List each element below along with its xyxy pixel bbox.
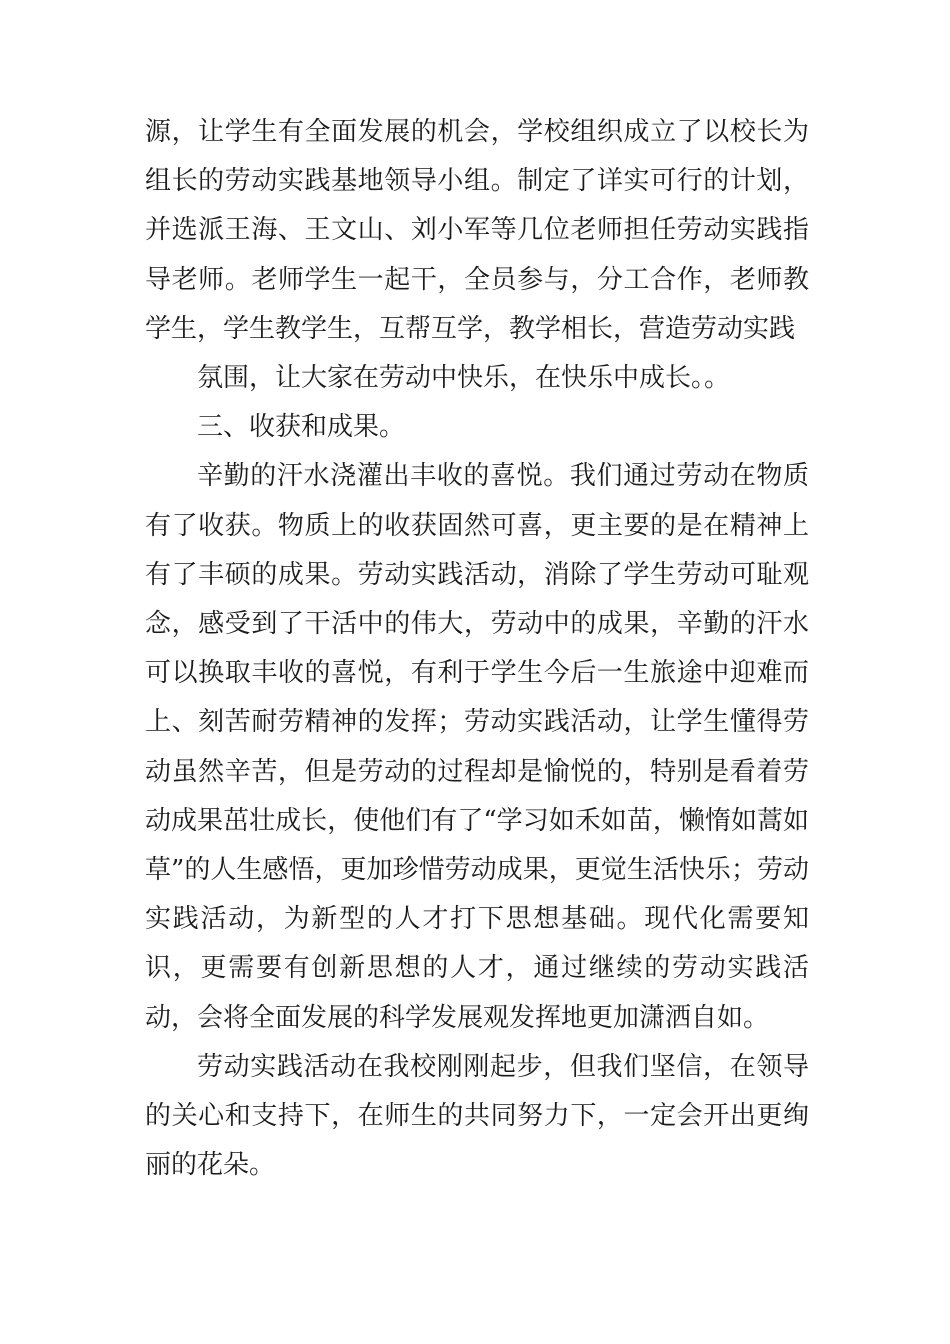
paragraph-continuation: 源，让学生有全面发展的机会，学校组织成立了以校长为组长的劳动实践基地领导小组。制定了详实可行的计划，并选派王海、王文山、刘小军等几位老师担任劳动实践指导老师。老师学生一起干，全员参与，分工合作，老师教学生，学生教学生，互帮互学，教学相长，营造劳动实践	[145, 117, 809, 344]
paragraph-results: 辛勤的汗水浇灌出丰收的喜悦。我们通过劳动在物质有了收获。物质上的收获固然可喜，更主要的是在精神上有了丰硕的成果。劳动实践活动，消除了学生劳动可耻观念，感受到了干活中的伟大，劳动中的成果，辛勤的汗水可以换取丰收的喜悦，有利于学生今后一生旅途中迎难而上、刻苦耐劳精神的发挥；劳动实践活动，让学生懂得劳动虽然辛苦，但是劳动的过程却是愉悦的，特别是看着劳动成果茁壮成长，使他们有了“学习如禾如苗，懒惰如蒿如草”的人生感悟，更加珍惜劳动成果，更觉生活快乐；劳动实践活动，为新型的人才打下思想基础。现代化需要知识，更需要有创新思想的人才，通过继续的劳动实践活动，会将全面发展的科学发展观发挥地更加潇洒自如。	[145, 461, 809, 1033]
paragraph-conclusion: 劳动实践活动在我校刚刚起步，但我们坚信，在领导的关心和支持下，在师生的共同努力下，一定会开出更绚丽的花朵。	[145, 1051, 809, 1181]
section-heading: 三、收获和成果。	[197, 412, 406, 443]
document-page	[145, 108, 809, 1190]
paragraph-atmosphere: 氛围，让大家在劳动中快乐，在快乐中成长。。	[197, 363, 731, 394]
